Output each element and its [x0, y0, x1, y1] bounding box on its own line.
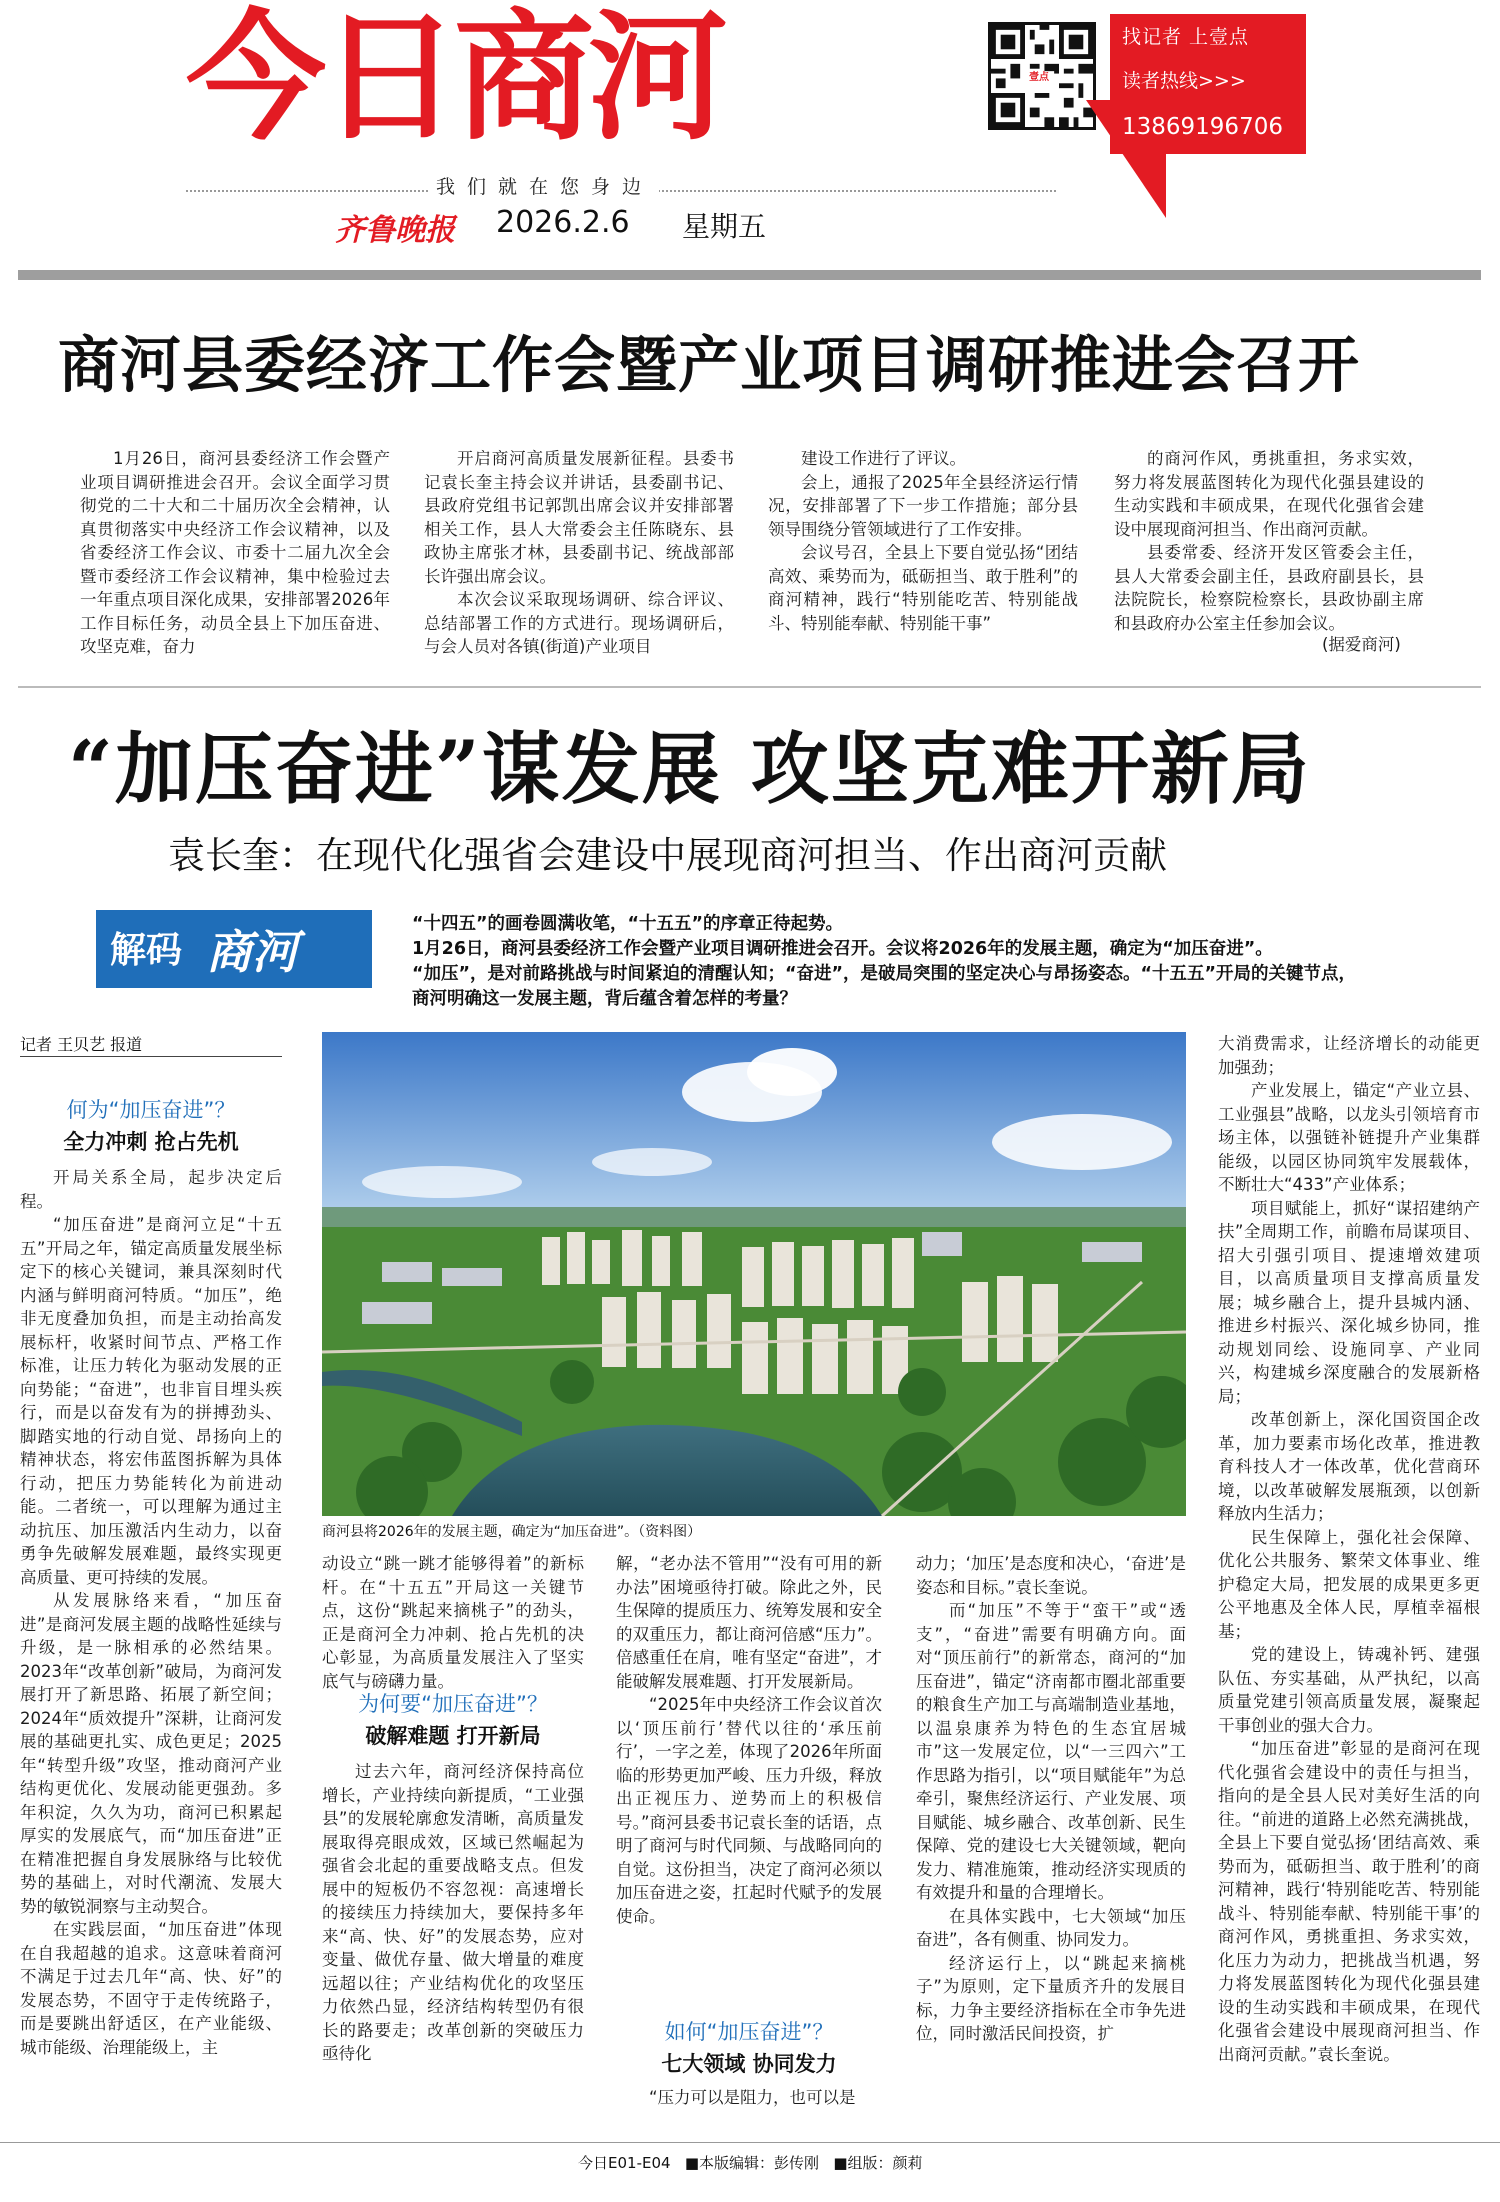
- column-c-paragraph: “压力可以是阻力，也可以是: [649, 2088, 856, 2107]
- column-c-paragraph: 解，“老办法不管用”“没有可用的新办法”困境亟待打破。除此之外，民生保障的提质压力、统筹发展和安全的双重压力，都让商河倍感“压力”。倍感重任在肩，唯有坚定“奋进”，才能破解发展难题、打开发展新局。: [616, 1554, 882, 1691]
- aerial-city-photo: [322, 1032, 1186, 1516]
- paragraph: 的商河作风，勇挑重担，务求实效，努力将发展蓝图转化为现代化强县建设的生动实践和丰硕成果，在现代化强省会建设中展现商河担当、作出商河贡献。: [1114, 449, 1424, 539]
- article2-column-b-top: [322, 1552, 584, 1693]
- paragraph: 在实践层面，“加压奋进”体现在自我超越的追求。这意味着商河不满足于过去几年“高、快、好”的发展态势，不固守于走传统路子，而是要跳出舒适区，在产业能级、城市能级、治理能级上，主: [20, 1920, 282, 2057]
- article2-subheadline: 袁长奎：在现代化强省会建设中展现商河担当、作出商河贡献: [168, 834, 1167, 877]
- article1-column-4: [1114, 447, 1424, 635]
- paragraph: 会议号召，全县上下要自觉弘扬“团结高效、乘势而为，砥砺担当、敢于胜利”的商河精神，践行“特别能吃苦、特别能战斗、特别能奉献、特别能干事”: [768, 543, 1078, 633]
- article1-column-1: [80, 447, 390, 659]
- callout-hotline-label: 读者热线>>>: [1122, 70, 1246, 92]
- article2-lead: [412, 912, 1422, 1012]
- section2-question: 为何要“加压奋进”？: [358, 1692, 548, 1716]
- lead-line: “加压”，是对前路挑战与时间紧迫的清醒认知；“奋进”，是破局突围的坚定决心与昂扬姿态。“十五五”开局的关键节点，: [412, 964, 1357, 984]
- column-d-paragraph: 动力；‘加压’是态度和决心，‘奋进’是姿态和目标。”袁长奎说。: [916, 1554, 1186, 1597]
- article2-headline: “加压奋进”谋发展 攻坚克难开新局: [68, 724, 1311, 815]
- column-d-paragraph: 在具体实践中，七大领域“加压奋进”，各有侧重、协同发力。: [916, 1906, 1186, 1949]
- section1-answer: 全力冲刺 抢占先机: [63, 1130, 239, 1154]
- reader-hotline-callout: [1110, 14, 1306, 154]
- tag-text-shanghe: 商河: [206, 925, 298, 979]
- paragraph: “加压奋进”是商河立足“十五五”开局之年，锚定高质量发展坐标定下的核心关键词，兼具深刻时代内涵与鲜明商河特质。“加压”，绝非无度叠加负担，而是主动抬高发展标杆，收紧时间节点、严格工作标准，让压力转化为驱动发展的正向势能；“奋进”，也非盲目埋头疾行，而是以奋发有为的拼搏劲头、脚踏实地的行动自觉、昂扬向上的精神状态，将宏伟蓝图拆解为具体行动，把压力势能转化为前进动能。二者统一，可以理解为通过主动抗压、加压激活内生动力，以奋勇争先破解发展难题，最终实现更高质量、更可持续的发展。: [20, 1215, 282, 1587]
- article2-column-c-top: [616, 1552, 882, 1928]
- paragraph: 1月26日，商河县委经济工作会暨产业项目调研推进会召开。会议全面学习贯彻党的二十大和二十届历次全会精神，认真贯彻落实中央经济工作会议精神，以及省委经济工作会议、市委十二届九次全会暨市委经济工作会议精神，集中检验过去一年重点项目深化成果，安排部署2026年工作目标任务，动员全县上下加压奋进、攻坚克难，奋力: [80, 449, 390, 656]
- paragraph: 会上，通报了2025年全县经济运行情况，安排部署了下一步工作措施；部分县领导围绕分管领域进行了工作安排。: [768, 472, 1078, 539]
- article2-column-d: [916, 1552, 1186, 2132]
- masthead-divider: [18, 270, 1481, 280]
- footer-layout: ■组版：颜莉: [833, 2154, 923, 2172]
- photo-caption: 商河县将2026年的发展主题，确定为“加压奋进”。（资料图）: [322, 1524, 702, 1540]
- page-footer: [578, 2152, 923, 2173]
- aerial-city-illustration: [322, 1032, 1186, 1516]
- column-e-paragraph: 项目赋能上，抓好“谋招建纳产扶”全周期工作，前瞻布局谋项目、招大引强引项目、提速增效建项目，以高质量项目支撑高质量发展；城乡融合上，提升县城内涵、推进乡村振兴、深化城乡协同，推动规划同绘、设施同享、产业同兴，构建城乡深度融合的发展新格局；: [1218, 1198, 1480, 1406]
- paragraph: 从发展脉络来看，“加压奋进”是商河发展主题的战略性延续与升级，是一脉相承的必然结果。2023年“改革创新”破局，为商河发展打开了新思路、拓展了新空间；2024年“质效提升”深耕，让商河发展的基础更扎实、成色更足；2025年“转型升级”攻坚，推动商河产业结构更优化、发展动能更强劲。多年积淀，久久为功，商河已积累起厚实的发展底气，而“加压奋进”正在精准把握自身发展脉络与比较优势的基础上，对时代潮流、发展大势的敏锐洞察与主动契合。: [20, 1591, 282, 1916]
- qr-center-label: 壹点: [1029, 72, 1049, 83]
- column-e-paragraph: 改革创新上，深化国资国企改革，加力要素市场化改革，推进教育科技人才一体改革，优化营商环境，以改革破解发展瓶颈，以创新释放内生活力；: [1218, 1410, 1480, 1523]
- reporter-byline: 记者 王贝艺 报道: [20, 1035, 143, 1054]
- column-c-paragraph: “2025年中央经济工作会议首次以‘顶压前行’替代以往的‘承压前行’，一字之差，体现了2026年所面临的形势更加严峻、压力升级，释放出正视压力、逆势而上的积极信号。”商河县委书记袁长奎的话语，点明了商河与时代同频、与战略同向的自觉。这份担当，决定了商河必须以加压奋进之姿，扛起时代赋予的发展使命。: [616, 1695, 882, 1926]
- lead-line: 商河明确这一发展主题，背后蕴含着怎样的考量？: [412, 989, 797, 1009]
- column-b-paragraph: 动设立“跳一跳才能够得着”的新标杆。在“十五五”开局这一关键节点，这份“跳起来摘桃子”的劲头，正是商河全力冲刺、抢占先机的决心彰显，为高质量发展注入了坚实底气与磅礴力量。: [322, 1554, 584, 1691]
- column-e-paragraph: 产业发展上，锚定“产业立县、工业强县”战略，以龙头引领培育市场主体，以强链补链提升产业集群能级，以园区协同筑牢发展载体，不断壮大“433”产业体系；: [1218, 1081, 1480, 1194]
- section1-head: [20, 1094, 282, 1156]
- article1-column-3: [768, 447, 1078, 635]
- lead-line: “十四五”的画卷圆满收笔，“十五五”的序章正待起势。: [412, 914, 844, 934]
- section3-head: [616, 2016, 882, 2078]
- footer-editor: ■本版编辑：彭传刚: [684, 2154, 820, 2172]
- paragraph: 开启商河高质量发展新征程。县委书记袁长奎主持会议并讲话，县委副书记、县政府党组书记郭凯出席会议并安排部署相关工作，县人大常委会主任陈晓东、县政协主席张才林，县委副书记、统战部部长许强出席会议。: [424, 449, 734, 586]
- paragraph: 开局关系全局，起步决定后程。: [20, 1168, 282, 1211]
- paragraph: 本次会议采取现场调研、综合评议、总结部署工作的方式进行。现场调研后，与会人员对各镇(街道)产业项目: [424, 590, 734, 656]
- section3-question: 如何“加压奋进”？: [664, 2020, 834, 2044]
- column-e-paragraph: 党的建设上，铸魂补钙、建强队伍、夯实基础，从严执纪，以高质量党建引领高质量发展，凝聚起干事创业的强大合力。: [1218, 1645, 1480, 1735]
- article1-source: (据爱商河): [1322, 635, 1401, 654]
- article1-column-2: [424, 447, 734, 659]
- article2-column-a: [20, 1166, 282, 2116]
- masthead-slogan: 我们就在您身边: [430, 172, 659, 199]
- issue-date: 2026.2.6: [496, 205, 630, 240]
- article1-bottom-rule: [18, 686, 1481, 688]
- qr-code-icon[interactable]: [988, 22, 1096, 130]
- callout-reporter-text: 找记者 上壹点: [1122, 26, 1250, 48]
- byline-rule: [20, 1056, 282, 1057]
- article2-column-e: [1218, 1032, 1480, 2132]
- section1-question: 何为“加压奋进”？: [66, 1098, 236, 1122]
- footer-page-range: 今日E01-E04: [578, 2154, 671, 2172]
- paragraph: 建设工作进行了评议。: [801, 449, 966, 468]
- callout-phone-number[interactable]: 13869196706: [1122, 114, 1283, 140]
- article1-headline: 商河县委经济工作会暨产业项目调研推进会召开: [58, 330, 1361, 401]
- footer-rule: [0, 2142, 1500, 2143]
- section2-head: [322, 1688, 584, 1750]
- column-d-paragraph: 而“加压”不等于“蛮干”或“透支”，“奋进”需要有明确方向。面对“顶压前行”的新常态，商河的“加压奋进”，锚定“济南都市圈北部重要的粮食生产加工与高端制造业基地，以温泉康养为特色的生态宜居城市”这一发展定位，以“一三四六”工作思路为指引，以“项目赋能年”为总牵引，聚焦经济运行、产业发展、项目赋能、城乡融合、改革创新、民生保障、党的建设七大关键领域，靶向发力、精准施策，推动经济实现质的有效提升和量的合理增长。: [916, 1601, 1186, 1902]
- column-e-paragraph: 民生保障上，强化社会保障、优化公共服务、繁荣文体事业、维护稳定大局，把发展的成果更多更公平地惠及全体人民，厚植幸福根基；: [1218, 1527, 1480, 1641]
- decode-shanghe-tag: [96, 910, 372, 988]
- issue-weekday: 星期五: [682, 210, 767, 243]
- lead-line: 1月26日，商河县委经济工作会暨产业项目调研推进会召开。会议将2026年的发展主题，确定为“加压奋进”。: [412, 939, 1273, 959]
- column-b-paragraph: 过去六年，商河经济保持高位增长，产业持续向新提质，“工业强县”的发展轮廓愈发清晰，高质量发展取得亮眼成效，区域已然崛起为强省会北起的重要战略支点。但发展中的短板仍不容忽视：高速增长的接续压力持续加大，要保持多年来“高、快、好”的发展态势，应对变量、做优存量、做大增量的难度远超以往；产业结构优化的攻坚压力依然凸显，经济结构转型仍有很长的路要走；改革创新的突破压力亟待化: [322, 1762, 584, 2063]
- paragraph: 县委常委、经济开发区管委会主任，县人大常委会副主任，县政府副县长，县法院院长，检察院检察长，县政协副主席和县政府办公室主任参加会议。: [1114, 543, 1424, 633]
- section3-answer: 七大领域 协同发力: [661, 2052, 837, 2076]
- masthead-title: 今日商河: [186, 0, 723, 160]
- tag-text-decode: 解码: [110, 930, 183, 971]
- article2-column-c-bottom: [616, 2086, 882, 2110]
- column-e-paragraph: “加压奋进”彰显的是商河在现代化强省会建设中的责任与担当，指向的是全县人民对美好生活的向往。“前进的道路上必然充满挑战，全县上下要自觉弘扬‘团结高效、乘势而为，砥砺担当、敢于胜利’的商河精神，践行‘特别能吃苦、特别能战斗、特别能奉献、特别能干事’的商河作风，勇挑重担、务求实效，化压力为动力，把挑战当机遇，努力将发展蓝图转化为现代化强县建设的生动实践和丰硕成果，在现代化强省会建设中展现商河担当、作出商河贡献。”袁长奎说。: [1218, 1739, 1480, 2064]
- column-e-paragraph: 大消费需求，让经济增长的动能更加强劲；: [1218, 1034, 1480, 1077]
- article2-column-b-bottom: [322, 1760, 584, 2066]
- newspaper-brand: 齐鲁晚报: [335, 213, 455, 248]
- section2-answer: 破解难题 打开新局: [365, 1724, 541, 1748]
- column-d-paragraph: 经济运行上，以“跳起来摘桃子”为原则，定下量质齐升的发展目标，力争主要经济指标在全市争先进位，同时激活民间投资，扩: [916, 1953, 1186, 2043]
